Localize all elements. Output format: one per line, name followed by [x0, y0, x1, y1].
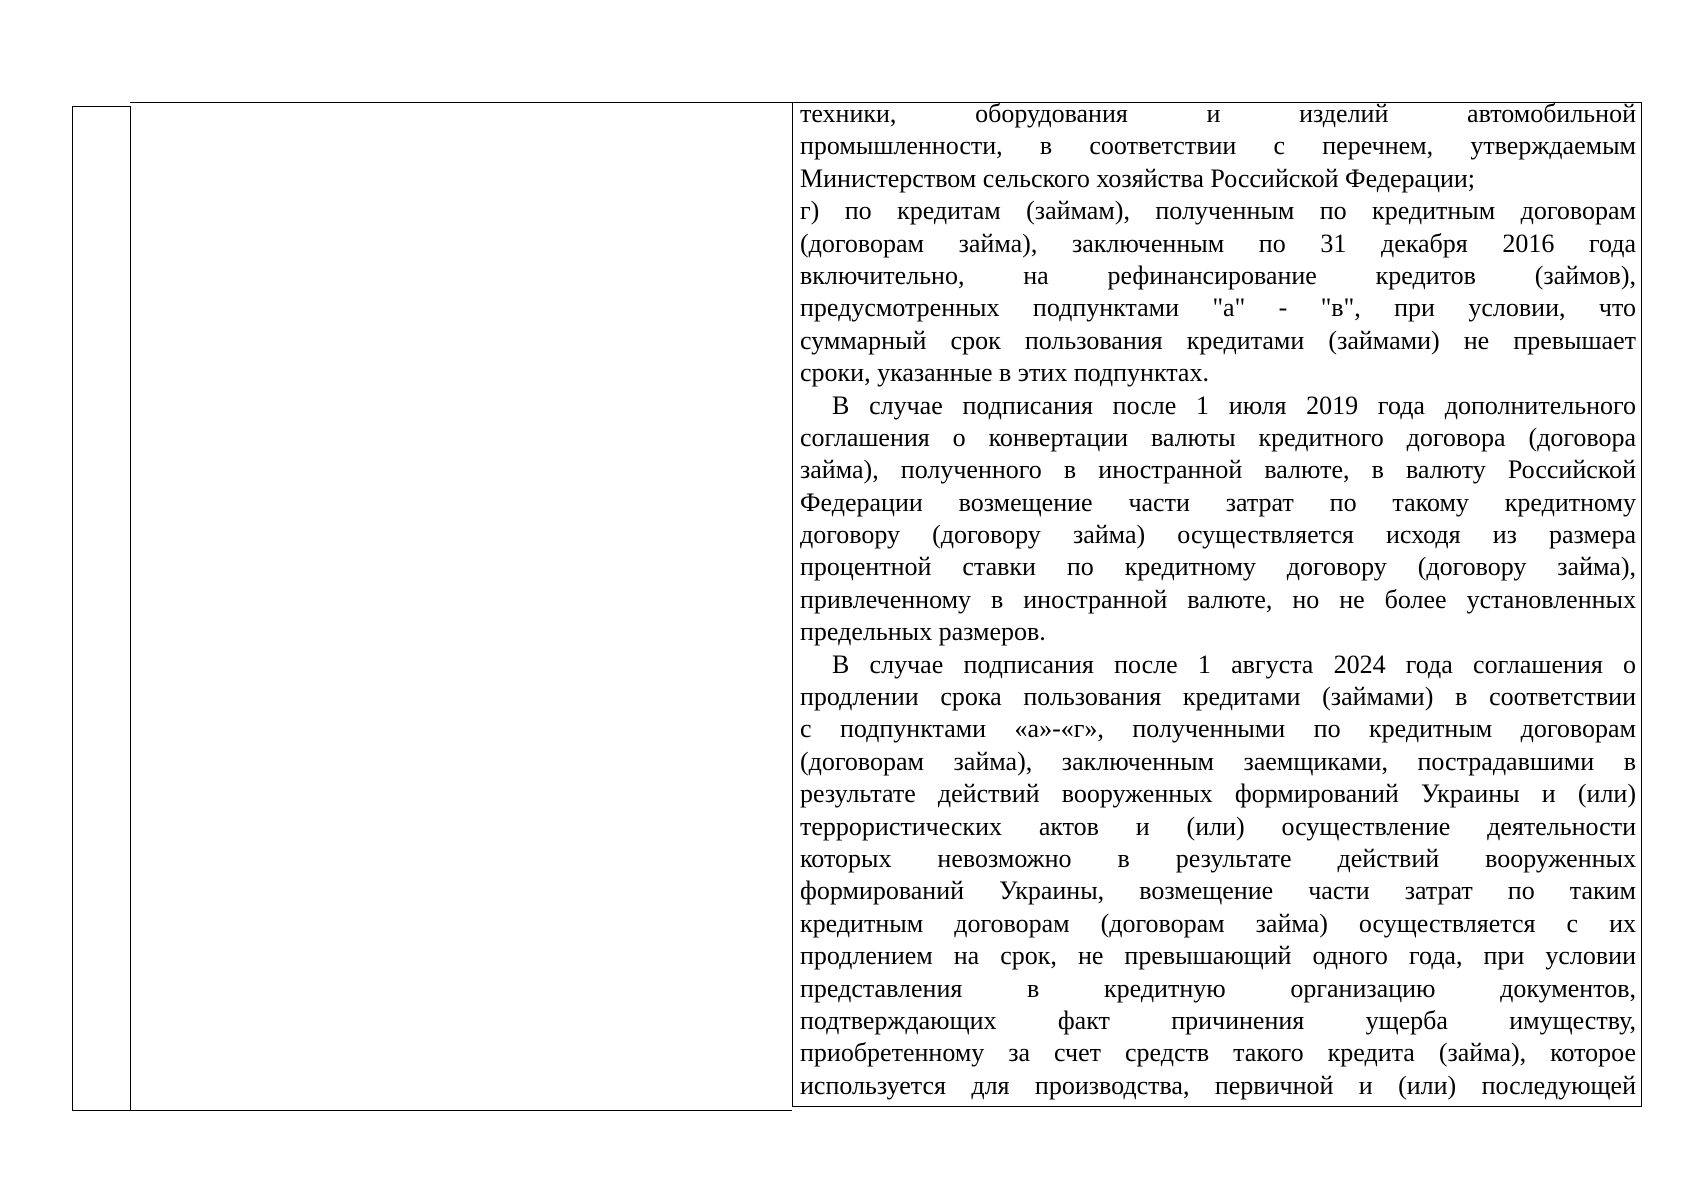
text-line: В случае подписания после 1 июля 2019 года дополнительного	[832, 390, 1636, 420]
text-line: (договорам займа), заключенным по 31 декабря 2016 года	[800, 228, 1636, 258]
paragraph-2	[800, 195, 1636, 389]
table-column-divider-2	[792, 102, 793, 1106]
text-line: г) по кредитам (займам), полученным по кредитным договорам	[800, 196, 1636, 226]
text-line: продлением на срок, не превышающий одного года, при условии	[800, 941, 1636, 971]
text-line: используется для производства, первичной и (или) последующей	[800, 1070, 1636, 1100]
text-line: приобретенному за счет средств такого кредита (займа), которое	[800, 1038, 1636, 1068]
text-line: техники, оборудования и изделий автомобильной	[800, 99, 1636, 128]
text-line: кредитным договорам (договорам займа) осуществляется с их	[800, 908, 1636, 938]
text-line: предельных размеров.	[800, 617, 1046, 647]
text-line: которых невозможно в результате действий вооруженных	[800, 843, 1636, 873]
text-line: представления в кредитную организацию документов,	[800, 973, 1636, 1003]
text-line: подтверждающих факт причинения ущерба имуществу,	[800, 1005, 1636, 1035]
text-line: террористических актов и (или) осуществление деятельности	[800, 811, 1636, 841]
text-line: сроки, указанные в этих подпунктах.	[800, 358, 1209, 388]
text-line: займа), полученного в иностранной валюте, в валюту Российской	[800, 455, 1636, 485]
table-bottom-border-right	[792, 1106, 1642, 1107]
text-line: продлении срока пользования кредитами (займами) в соответствии	[800, 682, 1636, 712]
text-line: (договорам займа), заключенным заемщиками, пострадавшими в	[800, 746, 1636, 776]
text-line: с подпунктами «а»-«г», полученными по кредитным договорам	[800, 714, 1636, 744]
text-line: договору (договору займа) осуществляется исходя из размера	[800, 520, 1636, 550]
table-cell-text	[800, 98, 1636, 1102]
paragraph-1	[800, 98, 1636, 195]
text-line: формирований Украины, возмещение части затрат по таким	[800, 876, 1636, 906]
text-line: соглашения о конвертации валюты кредитного договора (договора	[800, 422, 1636, 452]
table-column-divider-1	[130, 106, 131, 1110]
text-line: промышленности, в соответствии с перечнем, утверждаемым	[800, 131, 1636, 161]
paragraph-3	[800, 390, 1636, 649]
paragraph-4	[800, 649, 1636, 1102]
table-right-border	[1641, 102, 1642, 1106]
table-bottom-border	[72, 1110, 792, 1111]
text-line: привлеченному в иностранной валюте, но не более установленных	[800, 584, 1636, 614]
text-line: процентной ставки по кредитному договору (договору займа),	[800, 552, 1636, 582]
text-line: Федерации возмещение части затрат по такому кредитному	[800, 487, 1636, 517]
text-line: суммарный срок пользования кредитами (займами) не превышает	[800, 325, 1636, 355]
text-line: результате действий вооруженных формирований Украины и (или)	[800, 779, 1636, 809]
text-line: Министерством сельского хозяйства Российской Федерации;	[800, 163, 1476, 193]
text-line: включительно, на рефинансирование кредитов (займов),	[800, 260, 1636, 290]
table-top-border	[72, 106, 130, 107]
text-line: предусмотренных подпунктами "а" - "в", при условии, что	[800, 293, 1636, 323]
text-line: В случае подписания после 1 августа 2024 года соглашения о	[832, 649, 1636, 679]
table-left-border	[72, 106, 73, 1110]
